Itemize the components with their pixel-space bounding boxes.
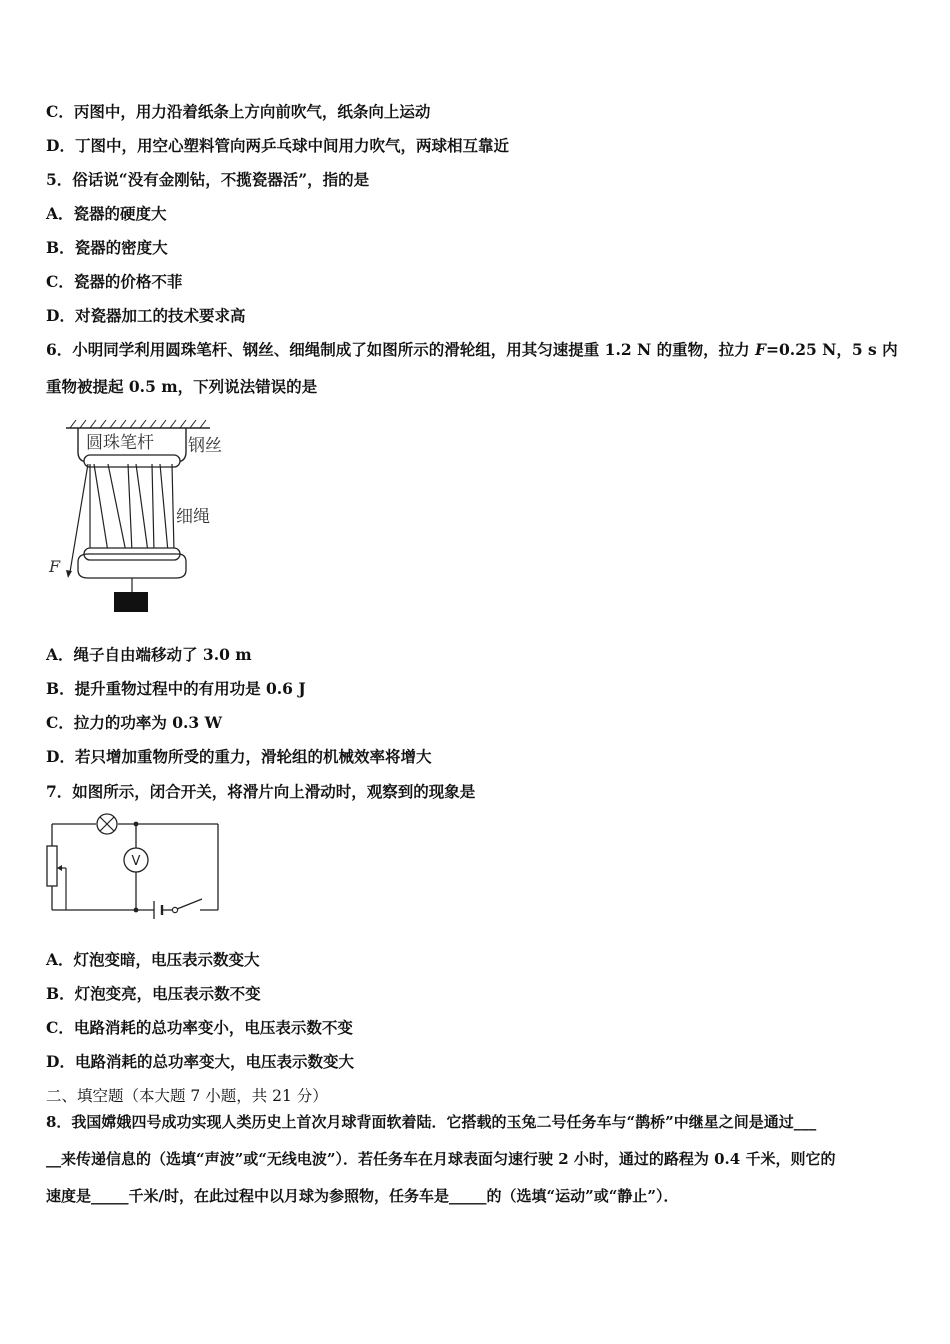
weight-block xyxy=(114,592,148,612)
force-arrow-head xyxy=(66,570,72,578)
q8-line3: 速度是_____千米/时，在此过程中以月球为参照物，任务车是_____的（选填“运动”或“静止”）． xyxy=(46,1187,679,1205)
q6-stem-force-symbol: F xyxy=(755,340,767,359)
q7-option-c: C．电路消耗的总功率变小，电压表示数不变 xyxy=(46,1018,353,1037)
upper-pen-tube xyxy=(84,455,180,467)
q5-option-c: C．瓷器的价格不菲 xyxy=(46,272,183,291)
label-force: F xyxy=(49,557,61,576)
rheostat-slider-arrow xyxy=(57,865,62,871)
pulley-figure xyxy=(44,412,244,622)
rheostat-body xyxy=(47,846,57,886)
q4-option-c: C．丙图中，用力沿着纸条上方向前吹气，纸条向上运动 xyxy=(46,102,431,121)
q7-option-d: D．电路消耗的总功率变大，电压表示数变大 xyxy=(46,1052,354,1071)
q6-option-c: C．拉力的功率为 0.3 W xyxy=(46,713,223,732)
q7-option-b: B．灯泡变亮，电压表示数不变 xyxy=(46,984,261,1003)
junction-bottom xyxy=(134,908,139,913)
voltmeter-label: V xyxy=(131,854,141,869)
pulley-diagram xyxy=(44,412,244,622)
circuit-diagram xyxy=(44,810,226,920)
ceiling-hatch xyxy=(70,420,206,428)
q6-option-d: D．若只增加重物所受的重力，滑轮组的机械效率将增大 xyxy=(46,747,432,766)
switch-pivot xyxy=(172,907,177,912)
q5-option-d: D．对瓷器加工的技术要求高 xyxy=(46,306,246,325)
q5-stem: 5．俗话说“没有金刚钻，不揽瓷器活”，指的是 xyxy=(46,170,370,189)
q7-option-a: A．灯泡变暗，电压表示数变大 xyxy=(46,950,260,969)
label-wire: 钢丝 xyxy=(188,436,222,456)
q4-option-d: D．丁图中，用空心塑料管向两乒乓球中间用力吹气，两球相互靠近 xyxy=(46,136,509,155)
q6-option-b: B．提升重物过程中的有用功是 0.6 J xyxy=(46,679,306,698)
q5-option-b: B．瓷器的密度大 xyxy=(46,238,168,257)
q6-option-a: A．绳子自由端移动了 3.0 m xyxy=(46,645,252,664)
q6-stem xyxy=(46,340,910,360)
q8-line2: __来传递信息的（选填“声波”或“无线电波”）．若任务车在月球表面匀速行驶 2 小时，通过的路程为 0.4 千米，则它的 xyxy=(46,1150,836,1168)
q6-stem-part1: 6．小明同学利用圆珠笔杆、钢丝、细绳制成了如图所示的滑轮组，用其匀速提重 1.2 N 的重物，拉力 xyxy=(46,340,756,359)
label-rope: 细绳 xyxy=(176,507,210,527)
q7-stem: 7．如图所示，闭合开关，将滑片向上滑动时，观察到的现象是 xyxy=(46,782,476,801)
section2-heading: 二、填空题（本大题 7 小题，共 21 分） xyxy=(46,1087,328,1105)
q5-option-a: A．瓷器的硬度大 xyxy=(46,204,167,223)
junction-top xyxy=(134,822,139,827)
switch-blade xyxy=(177,899,202,909)
q6-stem-line2: 重物被提起 0.5 m，下列说法错误的是 xyxy=(46,377,318,396)
q6-stem-part2: =0.25 N，5 s 内 xyxy=(766,340,898,359)
circuit-figure xyxy=(44,810,226,920)
label-pen: 圆珠笔杆 xyxy=(86,433,154,453)
q8-line1: 8．我国嫦娥四号成功实现人类历史上首次月球背面软着陆．它搭载的玉兔二号任务车与“鹊桥”中继星之间是通过___ xyxy=(46,1113,817,1131)
